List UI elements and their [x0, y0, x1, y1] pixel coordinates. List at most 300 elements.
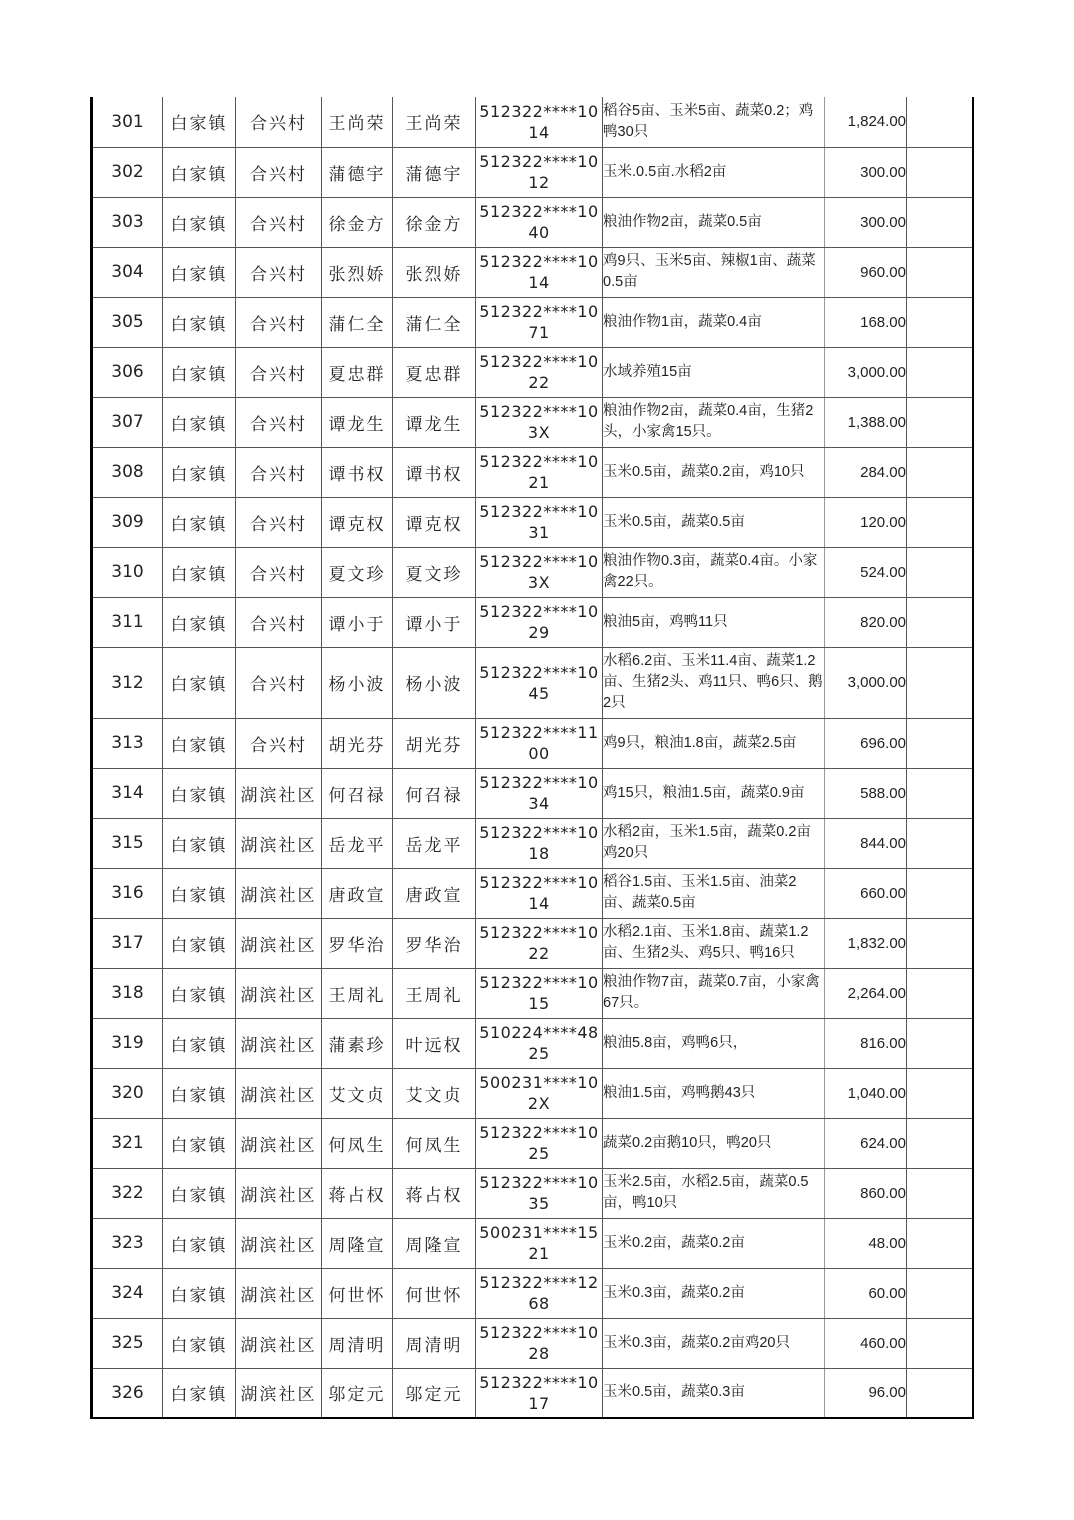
- id-number-line1: 512322****10: [479, 1173, 599, 1192]
- amount-cell: 696.00: [825, 718, 907, 768]
- row-number: 302: [92, 147, 163, 197]
- table-row: [92, 768, 973, 818]
- amount-cell: 860.00: [825, 1168, 907, 1218]
- id-number-line1: 512322****10: [479, 1372, 599, 1392]
- id-number-cell: [476, 147, 603, 197]
- row-number: 322: [92, 1168, 163, 1218]
- village-cell: 合兴村: [236, 647, 322, 718]
- village-cell: 湖滨社区: [236, 968, 322, 1018]
- id-number-line2: 31: [528, 523, 550, 542]
- town-cell: 白家镇: [163, 447, 236, 497]
- name-cell: 何世怀: [322, 1268, 393, 1318]
- amount-cell: 2,264.00: [825, 968, 907, 1018]
- remark-cell: [907, 718, 973, 768]
- subsidy-items-cell: 粮油5亩，鸡鸭11只: [603, 597, 825, 647]
- name-cell: 谭克权: [322, 497, 393, 547]
- subsidy-items-cell: 粮油作物0.3亩，蔬菜0.4亩。小家禽22只。: [603, 547, 825, 597]
- name-cell: 蒲仁全: [322, 297, 393, 347]
- remark-cell: [907, 918, 973, 968]
- remark-cell: [907, 347, 973, 397]
- village-cell: 合兴村: [236, 597, 322, 647]
- id-number-line2: 12: [528, 173, 550, 192]
- id-number-line1: 512322****11: [479, 723, 599, 742]
- village-cell: 合兴村: [236, 347, 322, 397]
- table-row: [92, 1068, 973, 1118]
- id-number-line2: 17: [528, 1393, 550, 1413]
- table-row: [92, 1018, 973, 1068]
- id-number-cell: [476, 1218, 603, 1268]
- subsidy-items-cell: 稻谷5亩、玉米5亩、蔬菜0.2；鸡鸭30只: [603, 97, 825, 147]
- account-holder-cell: 岳龙平: [393, 818, 476, 868]
- id-number-line1: 512322****10: [479, 773, 599, 792]
- remark-cell: [907, 297, 973, 347]
- row-number: 311: [92, 597, 163, 647]
- table-row: [92, 868, 973, 918]
- id-number-cell: [476, 597, 603, 647]
- village-cell: 湖滨社区: [236, 818, 322, 868]
- village-cell: 合兴村: [236, 197, 322, 247]
- id-number-line1: 512322****10: [479, 402, 599, 421]
- amount-cell: 524.00: [825, 547, 907, 597]
- subsidy-items-cell: 粮油5.8亩，鸡鸭6只，: [603, 1018, 825, 1068]
- table-row: [92, 1368, 973, 1418]
- account-holder-cell: 周清明: [393, 1318, 476, 1368]
- remark-cell: [907, 547, 973, 597]
- account-holder-cell: 周隆宣: [393, 1218, 476, 1268]
- id-number-line2: 25: [528, 1044, 550, 1063]
- id-number-line2: 35: [528, 1194, 550, 1213]
- remark-cell: [907, 768, 973, 818]
- subsidy-items-cell: 粮油1.5亩，鸡鸭鹅43只: [603, 1068, 825, 1118]
- amount-cell: 588.00: [825, 768, 907, 818]
- id-number-cell: [476, 1268, 603, 1318]
- row-number: 318: [92, 968, 163, 1018]
- table-row: [92, 1318, 973, 1368]
- subsidy-items-cell: 鸡9只，粮油1.8亩，蔬菜2.5亩: [603, 718, 825, 768]
- subsidy-items-cell: 玉米0.2亩，蔬菜0.2亩: [603, 1218, 825, 1268]
- id-number-line1: 512322****10: [479, 152, 599, 171]
- id-number-line1: 512322****10: [479, 873, 599, 892]
- village-cell: 合兴村: [236, 297, 322, 347]
- name-cell: 王尚荣: [322, 97, 393, 147]
- name-cell: 王周礼: [322, 968, 393, 1018]
- account-holder-cell: 蒋占权: [393, 1168, 476, 1218]
- town-cell: 白家镇: [163, 1018, 236, 1068]
- name-cell: 罗华治: [322, 918, 393, 968]
- amount-cell: 844.00: [825, 818, 907, 868]
- account-holder-cell: 何凤生: [393, 1118, 476, 1168]
- amount-cell: 48.00: [825, 1218, 907, 1268]
- table-row: [92, 297, 973, 347]
- id-number-line1: 512322****10: [479, 1123, 599, 1142]
- account-holder-cell: 胡光芬: [393, 718, 476, 768]
- village-cell: 合兴村: [236, 397, 322, 447]
- amount-cell: 820.00: [825, 597, 907, 647]
- row-number: 325: [92, 1318, 163, 1368]
- account-holder-cell: 王尚荣: [393, 97, 476, 147]
- table-row: [92, 597, 973, 647]
- account-holder-cell: 王周礼: [393, 968, 476, 1018]
- remark-cell: [907, 1018, 973, 1068]
- subsidy-items-cell: 玉米2.5亩，水稻2.5亩，蔬菜0.5亩，鸭10只: [603, 1168, 825, 1218]
- town-cell: 白家镇: [163, 547, 236, 597]
- town-cell: 白家镇: [163, 647, 236, 718]
- account-holder-cell: 邬定元: [393, 1368, 476, 1418]
- town-cell: 白家镇: [163, 1118, 236, 1168]
- table-row: [92, 1118, 973, 1168]
- village-cell: 湖滨社区: [236, 768, 322, 818]
- subsidy-items-cell: 玉米0.5亩，蔬菜0.2亩，鸡10只: [603, 447, 825, 497]
- row-number: 304: [92, 247, 163, 297]
- town-cell: 白家镇: [163, 1218, 236, 1268]
- row-number: 320: [92, 1068, 163, 1118]
- account-holder-cell: 蒲德宇: [393, 147, 476, 197]
- row-number: 303: [92, 197, 163, 247]
- town-cell: 白家镇: [163, 147, 236, 197]
- remark-cell: [907, 1268, 973, 1318]
- village-cell: 湖滨社区: [236, 1368, 322, 1418]
- subsidy-table: [90, 97, 974, 1419]
- id-number-line1: 510224****48: [479, 1023, 599, 1042]
- name-cell: 蒋占权: [322, 1168, 393, 1218]
- subsidy-items-cell: 玉米0.3亩，蔬菜0.2亩鸡20只: [603, 1318, 825, 1368]
- subsidy-items-cell: 稻谷1.5亩、玉米1.5亩、油菜2亩、蔬菜0.5亩: [603, 868, 825, 918]
- town-cell: 白家镇: [163, 1168, 236, 1218]
- id-number-line2: 22: [528, 373, 550, 392]
- id-number-line2: 15: [528, 994, 550, 1013]
- account-holder-cell: 谭克权: [393, 497, 476, 547]
- account-holder-cell: 夏文珍: [393, 547, 476, 597]
- remark-cell: [907, 1218, 973, 1268]
- row-number: 314: [92, 768, 163, 818]
- name-cell: 周清明: [322, 1318, 393, 1368]
- id-number-line1: 512322****10: [479, 552, 599, 571]
- subsidy-items-cell: 玉米0.3亩，蔬菜0.2亩: [603, 1268, 825, 1318]
- id-number-line2: 3X: [527, 573, 551, 592]
- village-cell: 湖滨社区: [236, 868, 322, 918]
- village-cell: 合兴村: [236, 147, 322, 197]
- remark-cell: [907, 968, 973, 1018]
- row-number: 315: [92, 818, 163, 868]
- id-number-line1: 512322****10: [479, 502, 599, 521]
- account-holder-cell: 谭小于: [393, 597, 476, 647]
- id-number-cell: [476, 1318, 603, 1368]
- row-number: 312: [92, 647, 163, 718]
- row-number: 324: [92, 1268, 163, 1318]
- name-cell: 蒲素珍: [322, 1018, 393, 1068]
- account-holder-cell: 夏忠群: [393, 347, 476, 397]
- id-number-line1: 512322****10: [479, 202, 599, 221]
- amount-cell: 1,388.00: [825, 397, 907, 447]
- amount-cell: 460.00: [825, 1318, 907, 1368]
- name-cell: 何召禄: [322, 768, 393, 818]
- town-cell: 白家镇: [163, 768, 236, 818]
- town-cell: 白家镇: [163, 397, 236, 447]
- id-number-line2: 29: [528, 623, 550, 642]
- amount-cell: 300.00: [825, 147, 907, 197]
- id-number-line1: 512322****10: [479, 823, 599, 842]
- id-number-cell: [476, 347, 603, 397]
- subsidy-items-cell: 水稻2.1亩、玉米1.8亩、蔬菜1.2亩、生猪2头、鸡5只、鸭16只: [603, 918, 825, 968]
- village-cell: 合兴村: [236, 497, 322, 547]
- table-row: [92, 347, 973, 397]
- remark-cell: [907, 818, 973, 868]
- table-row: [92, 397, 973, 447]
- subsidy-items-cell: 蔬菜0.2亩鹅10只，鸭20只: [603, 1118, 825, 1168]
- remark-cell: [907, 447, 973, 497]
- row-number: 326: [92, 1368, 163, 1418]
- table-row: [92, 147, 973, 197]
- id-number-cell: [476, 1168, 603, 1218]
- town-cell: 白家镇: [163, 247, 236, 297]
- id-number-line1: 512322****10: [479, 302, 599, 321]
- amount-cell: 1,824.00: [825, 97, 907, 147]
- id-number-line1: 512322****10: [479, 252, 599, 271]
- row-number: 316: [92, 868, 163, 918]
- village-cell: 合兴村: [236, 247, 322, 297]
- account-holder-cell: 罗华治: [393, 918, 476, 968]
- amount-cell: 300.00: [825, 197, 907, 247]
- town-cell: 白家镇: [163, 918, 236, 968]
- subsidy-items-cell: 玉米0.5亩，蔬菜0.5亩: [603, 497, 825, 547]
- name-cell: 徐金方: [322, 197, 393, 247]
- remark-cell: [907, 1168, 973, 1218]
- village-cell: 合兴村: [236, 97, 322, 147]
- remark-cell: [907, 647, 973, 718]
- id-number-line2: 14: [528, 894, 550, 913]
- table-row: [92, 1168, 973, 1218]
- account-holder-cell: 蒲仁全: [393, 297, 476, 347]
- amount-cell: 60.00: [825, 1268, 907, 1318]
- amount-cell: 168.00: [825, 297, 907, 347]
- id-number-cell: [476, 647, 603, 718]
- id-number-line2: 45: [528, 683, 550, 703]
- subsidy-items-cell: 玉米0.5亩，蔬菜0.3亩: [603, 1368, 825, 1418]
- id-number-cell: [476, 397, 603, 447]
- name-cell: 何凤生: [322, 1118, 393, 1168]
- id-number-line2: 21: [528, 1244, 550, 1263]
- amount-cell: 3,000.00: [825, 347, 907, 397]
- village-cell: 湖滨社区: [236, 1118, 322, 1168]
- id-number-cell: [476, 1118, 603, 1168]
- remark-cell: [907, 868, 973, 918]
- village-cell: 合兴村: [236, 547, 322, 597]
- name-cell: 唐政宣: [322, 868, 393, 918]
- town-cell: 白家镇: [163, 497, 236, 547]
- id-number-line2: 34: [528, 794, 550, 813]
- amount-cell: 3,000.00: [825, 647, 907, 718]
- id-number-line1: 512322****10: [479, 101, 599, 121]
- id-number-cell: [476, 968, 603, 1018]
- subsidy-items-cell: 水域养殖15亩: [603, 347, 825, 397]
- id-number-line2: 71: [528, 323, 550, 342]
- subsidy-items-cell: 粮油作物1亩，蔬菜0.4亩: [603, 297, 825, 347]
- id-number-line1: 512322****10: [479, 352, 599, 371]
- account-holder-cell: 徐金方: [393, 197, 476, 247]
- id-number-line2: 3X: [527, 423, 551, 442]
- town-cell: 白家镇: [163, 1318, 236, 1368]
- remark-cell: [907, 247, 973, 297]
- amount-cell: 284.00: [825, 447, 907, 497]
- row-number: 309: [92, 497, 163, 547]
- row-number: 313: [92, 718, 163, 768]
- table-row: [92, 197, 973, 247]
- row-number: 310: [92, 547, 163, 597]
- village-cell: 湖滨社区: [236, 1018, 322, 1068]
- name-cell: 周隆宣: [322, 1218, 393, 1268]
- id-number-cell: [476, 97, 603, 147]
- row-number: 307: [92, 397, 163, 447]
- row-number: 317: [92, 918, 163, 968]
- account-holder-cell: 谭书权: [393, 447, 476, 497]
- town-cell: 白家镇: [163, 197, 236, 247]
- remark-cell: [907, 147, 973, 197]
- row-number: 321: [92, 1118, 163, 1168]
- row-number: 308: [92, 447, 163, 497]
- name-cell: 夏文珍: [322, 547, 393, 597]
- id-number-cell: [476, 768, 603, 818]
- town-cell: 白家镇: [163, 718, 236, 768]
- town-cell: 白家镇: [163, 297, 236, 347]
- subsidy-items-cell: 玉米.0.5亩.水稻2亩: [603, 147, 825, 197]
- id-number-cell: [476, 447, 603, 497]
- id-number-cell: [476, 197, 603, 247]
- amount-cell: 96.00: [825, 1368, 907, 1418]
- row-number: 305: [92, 297, 163, 347]
- subsidy-items-cell: 水稻2亩，玉米1.5亩，蔬菜0.2亩鸡20只: [603, 818, 825, 868]
- id-number-cell: [476, 1068, 603, 1118]
- id-number-line1: 512322****10: [479, 602, 599, 621]
- village-cell: 湖滨社区: [236, 1318, 322, 1368]
- subsidy-items-cell: 粮油作物2亩，蔬菜0.5亩: [603, 197, 825, 247]
- account-holder-cell: 何世怀: [393, 1268, 476, 1318]
- name-cell: 艾文贞: [322, 1068, 393, 1118]
- name-cell: 谭小于: [322, 597, 393, 647]
- id-number-line1: 512322****10: [479, 973, 599, 992]
- id-number-line2: 18: [528, 844, 550, 863]
- remark-cell: [907, 1118, 973, 1168]
- village-cell: 湖滨社区: [236, 1218, 322, 1268]
- town-cell: 白家镇: [163, 1068, 236, 1118]
- village-cell: 湖滨社区: [236, 1268, 322, 1318]
- account-holder-cell: 张烈娇: [393, 247, 476, 297]
- row-number: 323: [92, 1218, 163, 1268]
- account-holder-cell: 艾文贞: [393, 1068, 476, 1118]
- id-number-line1: 512322****10: [479, 1323, 599, 1342]
- town-cell: 白家镇: [163, 968, 236, 1018]
- id-number-line2: 25: [528, 1144, 550, 1163]
- id-number-cell: [476, 868, 603, 918]
- name-cell: 邬定元: [322, 1368, 393, 1418]
- account-holder-cell: 何召禄: [393, 768, 476, 818]
- subsidy-items-cell: 粮油作物2亩，蔬菜0.4亩，生猪2头，小家禽15只。: [603, 397, 825, 447]
- village-cell: 湖滨社区: [236, 918, 322, 968]
- table-row: [92, 547, 973, 597]
- id-number-line2: 40: [528, 223, 550, 242]
- town-cell: 白家镇: [163, 1268, 236, 1318]
- amount-cell: 1,040.00: [825, 1068, 907, 1118]
- id-number-cell: [476, 918, 603, 968]
- subsidy-items-cell: 水稻6.2亩、玉米11.4亩、蔬菜1.2亩、生猪2头、鸡11只、鸭6只、鹅2只: [603, 647, 825, 718]
- table-row: [92, 97, 973, 147]
- name-cell: 谭书权: [322, 447, 393, 497]
- id-number-line2: 00: [528, 744, 550, 763]
- row-number: 319: [92, 1018, 163, 1068]
- remark-cell: [907, 97, 973, 147]
- amount-cell: 1,832.00: [825, 918, 907, 968]
- row-number: 301: [92, 97, 163, 147]
- amount-cell: 624.00: [825, 1118, 907, 1168]
- id-number-cell: [476, 247, 603, 297]
- table-row: [92, 718, 973, 768]
- town-cell: 白家镇: [163, 818, 236, 868]
- table-row: [92, 247, 973, 297]
- village-cell: 湖滨社区: [236, 1168, 322, 1218]
- table-row: [92, 968, 973, 1018]
- table-row: [92, 497, 973, 547]
- remark-cell: [907, 1318, 973, 1368]
- id-number-cell: [476, 297, 603, 347]
- id-number-cell: [476, 1018, 603, 1068]
- id-number-line2: 2X: [527, 1094, 551, 1113]
- id-number-line2: 22: [528, 944, 550, 963]
- row-number: 306: [92, 347, 163, 397]
- remark-cell: [907, 497, 973, 547]
- village-cell: 合兴村: [236, 447, 322, 497]
- name-cell: 夏忠群: [322, 347, 393, 397]
- name-cell: 张烈娇: [322, 247, 393, 297]
- village-cell: 湖滨社区: [236, 1068, 322, 1118]
- town-cell: 白家镇: [163, 1368, 236, 1418]
- subsidy-items-cell: 鸡15只，粮油1.5亩，蔬菜0.9亩: [603, 768, 825, 818]
- remark-cell: [907, 1368, 973, 1418]
- table-row: [92, 447, 973, 497]
- id-number-cell: [476, 547, 603, 597]
- town-cell: 白家镇: [163, 97, 236, 147]
- amount-cell: 660.00: [825, 868, 907, 918]
- id-number-line1: 512322****10: [479, 923, 599, 942]
- id-number-cell: [476, 818, 603, 868]
- id-number-line1: 500231****15: [479, 1223, 599, 1242]
- town-cell: 白家镇: [163, 868, 236, 918]
- table-row: [92, 818, 973, 868]
- name-cell: 胡光芬: [322, 718, 393, 768]
- account-holder-cell: 谭龙生: [393, 397, 476, 447]
- remark-cell: [907, 197, 973, 247]
- id-number-line1: 512322****10: [479, 662, 599, 682]
- account-holder-cell: 杨小波: [393, 647, 476, 718]
- village-cell: 合兴村: [236, 718, 322, 768]
- id-number-line1: 512322****12: [479, 1273, 599, 1292]
- table-row: [92, 918, 973, 968]
- id-number-cell: [476, 497, 603, 547]
- id-number-line2: 14: [528, 122, 550, 142]
- subsidy-items-cell: 鸡9只、玉米5亩、辣椒1亩、蔬菜0.5亩: [603, 247, 825, 297]
- town-cell: 白家镇: [163, 597, 236, 647]
- id-number-line2: 28: [528, 1344, 550, 1363]
- id-number-cell: [476, 718, 603, 768]
- account-holder-cell: 叶远权: [393, 1018, 476, 1068]
- id-number-line2: 68: [528, 1294, 550, 1313]
- id-number-line2: 21: [528, 473, 550, 492]
- id-number-cell: [476, 1368, 603, 1418]
- amount-cell: 816.00: [825, 1018, 907, 1068]
- amount-cell: 960.00: [825, 247, 907, 297]
- id-number-line2: 14: [528, 273, 550, 292]
- table-row: [92, 647, 973, 718]
- town-cell: 白家镇: [163, 347, 236, 397]
- remark-cell: [907, 1068, 973, 1118]
